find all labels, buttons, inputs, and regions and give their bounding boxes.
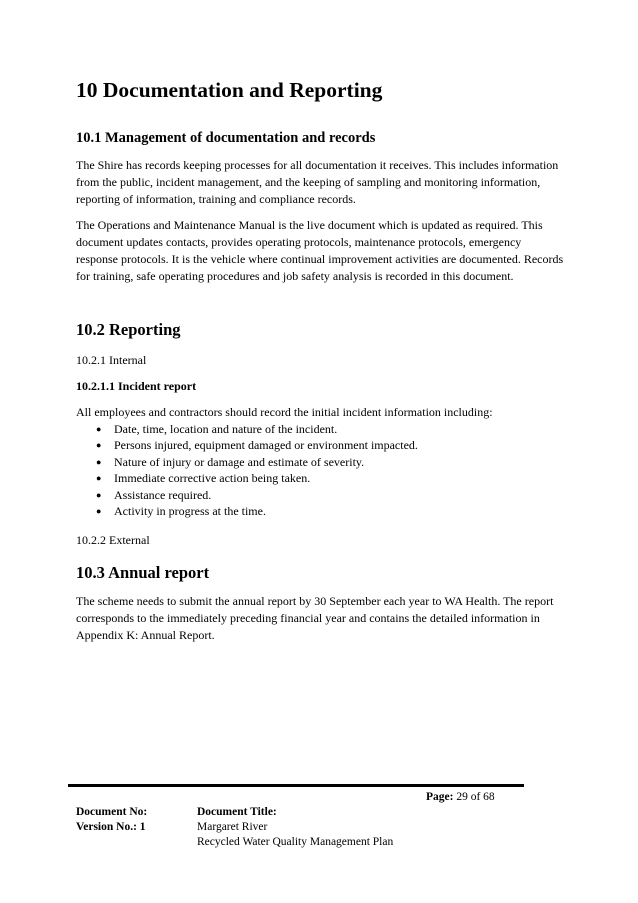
bullet-icon: ● [96, 473, 102, 484]
section-10-3-heading: 10.3 Annual report [76, 562, 210, 582]
bullet-icon: ● [96, 506, 102, 517]
doc-no-label: Document No: [76, 806, 148, 818]
version-label: Version No.: 1 [76, 821, 146, 833]
list-item [96, 454, 564, 471]
section-10-1-paragraph-1: The Shire has records keeping processes for all documentation it receives. This includes information from the public, incident management, and the keeping of sampling and monitoring information, reporting of information, training and compliance records. [76, 158, 559, 207]
footer-rule [68, 784, 524, 787]
section-10-2-2-heading: 10.2.2 External [76, 532, 150, 547]
list-item-text: Nature of injury or damage and estimate of severity. [114, 454, 365, 469]
section-10-2-heading: 10.2 Reporting [76, 320, 181, 340]
bullet-icon: ● [96, 440, 102, 451]
section-10-2-1-heading: 10.2.1 Internal [76, 352, 147, 367]
section-10-3-paragraph: The scheme needs to submit the annual report by 30 September each year to WA Health. The report corresponds to the immediately preceding financial year and contains the detailed information in Appendix K: Annual Report. [76, 593, 554, 642]
page-content [76, 78, 564, 653]
list-item-text: Persons injured, equipment damaged or environment impacted. [114, 438, 418, 453]
bullet-icon: ● [96, 423, 102, 434]
list-item-text: Assistance required. [114, 487, 212, 502]
incident-bullet-list [76, 421, 564, 520]
page-title: 10 Documentation and Reporting [76, 78, 383, 102]
list-item [96, 503, 564, 520]
section-10-2-1-1-heading: 10.2.1.1 Incident report [76, 378, 197, 393]
page-number [426, 790, 495, 805]
spacer [76, 294, 564, 320]
page-value: 29 of 68 [456, 791, 495, 803]
doc-title-line-1: Margaret River [197, 821, 268, 833]
list-item [96, 437, 564, 454]
footer-doc-title [197, 805, 517, 850]
list-item [96, 421, 564, 438]
incident-intro: All employees and contractors should record the initial incident information including: [76, 404, 493, 419]
list-item-text: Activity in progress at the time. [114, 504, 266, 519]
list-item [96, 487, 564, 504]
doc-title-label: Document Title: [197, 806, 277, 818]
bullet-icon: ● [96, 456, 102, 467]
footer-doc-info [76, 805, 196, 835]
doc-title-line-2: Recycled Water Quality Management Plan [197, 836, 394, 848]
bullet-icon: ● [96, 489, 102, 500]
list-item-text: Immediate corrective action being taken. [114, 471, 311, 486]
list-item [96, 470, 564, 487]
page-label: Page: [426, 791, 454, 803]
section-10-1-paragraph-2: The Operations and Maintenance Manual is the live document which is updated as required. This document updates contacts, provides operating protocols, maintenance protocols, emergency response protocols. It is the vehicle where continual improvement activities are documented. Records for training, safe operating procedures and job safety analysis is recorded in this document. [76, 218, 564, 284]
section-10-1-heading: 10.1 Management of documentation and records [76, 129, 376, 146]
list-item-text: Date, time, location and nature of the incident. [114, 421, 338, 436]
